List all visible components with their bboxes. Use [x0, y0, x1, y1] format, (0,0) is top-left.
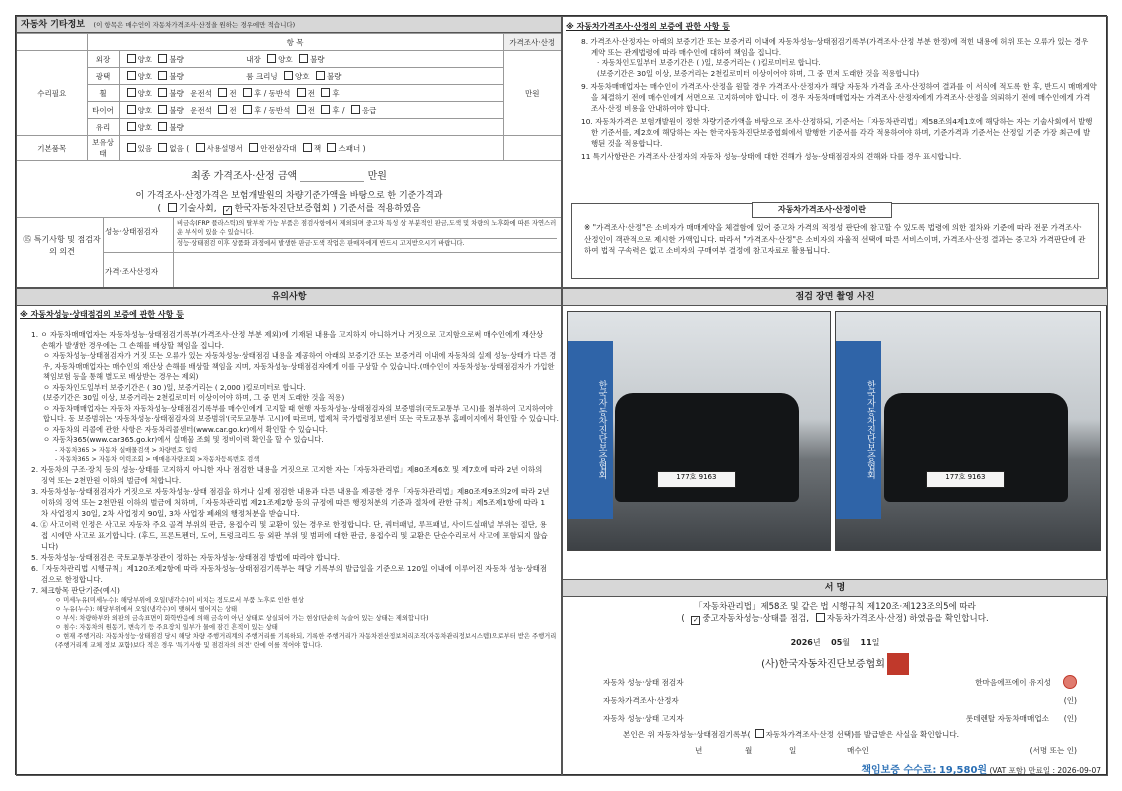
section-title: ※ 자동차가격조사·산정의 보증에 관한 사항 등: [566, 22, 730, 31]
checkbox[interactable]: [243, 88, 252, 97]
checkbox[interactable]: [321, 105, 330, 114]
checkbox[interactable]: [284, 71, 293, 80]
front-label: 전: [229, 88, 237, 98]
opinion-label: ⑮ 특기사항 및 점검자의 의견: [23, 235, 101, 256]
note-line: 3. 자동차성능·상태점검자가 거짓으로 자동차성능·상태 점검을 하거나 실제 점검한 내용과 다른 내용을 제공한 경우「자동차관리법」제80조제9조의2에 따라 2년 이하의 징역 또는 2천만원 이하의 벌금에 처하며,「자동차관리법 제21조제2항 등의 규정에 따른 행정처분의 기준과 절차에 관한 규칙」제5조제1항에 따라 1차 사업정지 30일, 2차 사업정지 90일, 3차 사업장 폐쇄의 행정처분을 받습니다.: [31, 486, 550, 518]
checkbox[interactable]: [218, 88, 227, 97]
used-car-checkbox[interactable]: [691, 616, 700, 625]
photo-signature-section: [562, 288, 1108, 776]
guarantee-period: · 자동차인도일부터 보증기간은 ( )일, 보증거리는 ( )킬로미터로 합니다.: [597, 58, 821, 67]
section-title: 자동차 기타정보: [21, 20, 85, 30]
checkbox[interactable]: [218, 105, 227, 114]
confirm-b: 자동차가격조사·산정) 하였음을 확인합니다.: [826, 614, 989, 624]
seal-mark: (인): [1063, 714, 1077, 723]
confirm-line: ( ✓중고자동차성능·상태를 점검, 자동차가격조사·산정) 하였음을 확인합니다.: [563, 613, 1107, 625]
room-clean-label: 룸 크리닝: [246, 71, 278, 81]
note-line: ㅇ 침수: 자동차의 원동기, 변속기 등 주요장치 일부가 물에 잠긴 흔적이 있는 상태: [55, 623, 278, 631]
notifier-name: 롯데렌탈 자동차매매업소: [965, 714, 1049, 723]
col-price-header: 가격조사·산정: [503, 34, 561, 51]
final-amount-input[interactable]: [300, 170, 364, 182]
triangle-label: 안전삼각대: [260, 143, 297, 153]
driver-side-label: 운전석: [190, 88, 213, 98]
paren-open: (: [157, 204, 162, 214]
note-line: ㅇ 자동차365(www.car365.go.kr)에서 실매물 조회 및 정비이력 확인을 할 수 있습니다.: [43, 435, 324, 444]
note-line: - 자동차365 > 자동차 실매물검색 > 차량번호 입력: [55, 446, 198, 454]
bad-label: 불량: [169, 122, 184, 132]
guarantee-item-11: 11 특기사항란은 가격조사·산정자의 자동차 성능·상태에 대한 견해가 성능·상태점검자의 견해와 다를 경우 표시합니다.: [581, 152, 962, 161]
buyer-year: 년: [695, 746, 703, 755]
inspector-name: 한마음에프에이 유지성: [975, 678, 1051, 687]
inspector-seal-icon: [1063, 675, 1077, 689]
sign-row-price: [603, 695, 1077, 709]
month-value: 05: [831, 638, 843, 647]
price-inspector-label: 자동차가격조사·산정자: [603, 696, 679, 705]
wheel-options: 양호 불량 운전석 전 후 / 동반석 전 후: [119, 85, 503, 102]
tech-society-checkbox[interactable]: [168, 203, 177, 212]
basis-suffix: ) 기준서를 적용하였음: [332, 204, 421, 214]
bad-label: 불량: [310, 54, 325, 64]
notes-list: [17, 329, 561, 650]
final-amount-unit: 만원: [367, 171, 387, 182]
checkbox[interactable]: [158, 143, 167, 152]
photo-title: 점검 장면 촬영 사진: [563, 289, 1107, 306]
fee-value: 19,580원: [938, 765, 988, 776]
checkbox[interactable]: [158, 122, 167, 131]
checkbox[interactable]: [158, 88, 167, 97]
org-seal-icon: [887, 653, 909, 675]
inspection-photo-rear: [835, 311, 1101, 551]
possession-options: 있음 없음 ( 사용설명서 안전삼각대 잭 스패너 ): [119, 136, 503, 161]
license-plate: 177호 9163: [926, 471, 1005, 488]
definition-box: [571, 203, 1099, 279]
perf-note-1: 비금속(FRP 플라스틱)의 탈부착 가능 부품은 점검사항에서 제외되며 중고차 특성 상 부분적인 판금,도색 및 차량의 노후화에 따른 자연스러운 부식이 있을 수 있습니다.: [177, 220, 557, 236]
none-label: 없음: [169, 143, 184, 153]
price-check-checkbox[interactable]: [816, 613, 825, 622]
buyer-label: 매수인: [847, 746, 870, 755]
seal-mark: (인): [1063, 696, 1077, 705]
good-label: 양호: [295, 71, 310, 81]
year-unit: 년: [812, 638, 821, 647]
fee-row: [861, 761, 1101, 776]
rear-label: 후: [254, 105, 262, 115]
buyer-sign: (서명 또는 인): [1029, 746, 1077, 755]
checkbox[interactable]: [158, 105, 167, 114]
guarantee-item-8: 8. 가격조사·산정자는 아래의 보증기간 또는 보증거리 이내에 자동차성능·상태점검기록부(가격조사·산정 부분 한정)에 적힌 내용에 허위 또는 오류가 있는 경우 계약 또는 관계법령에 따라 매수인에 대하여 책임을 집니다.: [581, 37, 1089, 57]
checkbox[interactable]: [243, 105, 252, 114]
note-line: 1. ㅇ 자동차매매업자는 자동차성능·상태점검기록부(가격조사·산정 부분 제외)에 기재된 내용을 고지하지 아니하거나 거짓으로 고지함으로써 매수인에게 재산상 손해가 발생한 경우에는 그 손해를 배상할 책임을 집니다.: [31, 330, 544, 350]
basis-text: [17, 190, 561, 216]
notifier-label: 자동차 성능·상태 고지자: [603, 714, 684, 723]
tire-options: 양호 불량 운전석 전 후 / 동반석 전 후 / 응급: [119, 102, 503, 119]
exterior-options: [119, 51, 503, 68]
spanner-label: 스패너: [338, 143, 361, 153]
fee-label: 책임보증 수수료:: [861, 765, 937, 776]
tech-society-label: 기술사회,: [178, 204, 217, 214]
basis-line-1: 이 가격조사·산정가격은 보험개발원의 차량기준가액을 바탕으로 한 기준가격과: [135, 191, 443, 201]
note-line: 2. 자동차의 구조·장치 등의 성능·상태를 고지하지 아니한 자나 점검한 내용을 거짓으로 고지한 자는「자동차관리법」제80조제6호 및 제7호에 따라 2년 이하의 징역 또는 2천만원 이하의 벌금에 처합니다.: [31, 464, 543, 485]
inspection-record-page: [15, 15, 1107, 775]
notes-subtitle: ※ 자동차성능·상태점검의 보증에 관한 사항 등: [20, 310, 184, 319]
day-value: 11: [860, 638, 872, 647]
final-amount-row: [17, 167, 561, 182]
confirm-a: 중고자동차성능·상태를 점검,: [702, 614, 810, 624]
note-line: 7. 체크항목 판단기준(예시): [31, 585, 120, 595]
checkbox[interactable]: [316, 71, 325, 80]
license-plate: 177호 9163: [657, 471, 736, 488]
law-text: [563, 601, 1107, 625]
definition-title: 자동차가격조사·산정이란: [752, 202, 892, 218]
sign-row-notifier: [603, 713, 1077, 727]
fee-vat: (VAT 포함): [989, 766, 1026, 775]
opinion-area: [17, 217, 561, 288]
repair-needed-label: 수리필요: [17, 51, 87, 136]
law-line: 「자동차관리법」제58조 및 같은 법 시행규칙 제120조·제123조의5에 따라: [694, 602, 976, 612]
note-line: ㅇ 자동차성능·상태점검자가 거짓 또는 오류가 있는 자동차성능·상태점검 내용을 제공하여 아래의 보증기간 또는 보증거리 이내에 자동차의 실제 성능·상태가 다른 경우, 자동차매매업자는 매수인의 재산상 손해를 배상할 책임을 지며, 자동차성능·상태점검자에게 이를 구상할 수 있습니다.(매수인이 자동차성능·상태점검자가 가입한 책임보험 등을 통해 별도로 배상받는 경우는 제외): [43, 351, 557, 381]
inspector-label: 자동차 성능·상태 점검자: [603, 678, 684, 687]
assoc-label: 한국자동차진단보증협회: [234, 204, 331, 214]
rear-label: 후: [332, 88, 340, 98]
perf-note-2: 성능·상태점검 이후 상품화 과정에서 발생한 판금·도색 작업은 판매자에게 반드시 고지받으시기 바랍니다.: [177, 238, 557, 249]
assoc-checkbox[interactable]: [223, 206, 232, 215]
note-line: ㅇ 누유(누수): 해당부위에서 오일(냉각수)이 맺혀서 떨어지는 상태: [55, 605, 238, 613]
sign-row-inspector: [603, 677, 1077, 691]
manwon-label: 만원: [503, 51, 561, 136]
month-unit: 월: [842, 638, 850, 647]
note-line: 5. 자동차성능·상태점검은 국토교통부장관이 정하는 자동차성능·상태점검 방법에 따라야 합니다.: [31, 552, 340, 562]
front-label: 전: [229, 105, 237, 115]
checkbox[interactable]: [127, 122, 136, 131]
note-line: ㅇ 자동차매매업자는 자동차 자동차성능·상태점검기록부를 매수인에게 고지할 때 현행 자동차성능·상태점검자의 보증범위(국토교통부 고시)를 첨부하여 고지하여야 합니다. 동 보증범위는 '자동차성능·상태점검자의 보증범위'(국토교통부 고시)에 따르며, 법제처 국가법령정보센터 또는 국토교통부 홈페이지에서 확인할 수 있습니다.: [43, 403, 559, 423]
signature-title: 서 명: [563, 579, 1107, 597]
note-line: 4. ⓖ 사고이력 인정은 사고로 자동차 주요 골격 부위의 판금, 용접수리 및 교환이 있는 경우로 한정합니다. 단, 쿼터패널, 루프패널, 사이드실패널 부위는 절단, 용접 시에만 사고로 표기합니다. (후드, 프론트펜더, 도어, 트렁크리드 등 외판 부위 및 범퍼에 대한 판금, 용접수리 및 교환은 단순수리로서 사고에 포함되지 않습니다): [31, 519, 548, 551]
note-line: - 자동차365 > 자동차 이력조회 > 매매용자량조회 >자동차등록번호 검색: [55, 455, 260, 463]
passenger-side-label: 동반석: [268, 105, 291, 115]
good-label: 양호: [137, 71, 152, 81]
possession-label: 보유상태: [87, 136, 119, 161]
note-line: 6.「자동차관리법 시행규칙」제120조제2항에 따라 자동차성능·상태점검기록부는 해당 기록부의 발급일을 기준으로 120일 이내에 이루어진 자동차 성능·상태점검으로 한정합니다.: [31, 563, 548, 584]
glass-options: [119, 119, 503, 136]
inspection-photo-front: [567, 311, 831, 551]
basis-line-2: [17, 203, 561, 216]
pillar-sign: 한국자동차진단보증협회: [568, 341, 613, 520]
guarantee-note: (보증기간은 30일 이상, 보증거리는 2천킬로미터 이상이어야 하며, 그 중 먼저 도래한 것을 적용합니다): [597, 68, 920, 78]
price-inspector-label: 가격·조사산정자: [105, 267, 159, 276]
gloss-label: 광택: [87, 68, 119, 85]
manual-label: 사용설명서: [206, 143, 243, 153]
bad-label: 불량: [169, 71, 184, 81]
buyer-day: 일: [789, 746, 797, 755]
checkbox[interactable]: [249, 143, 258, 152]
notes-title: 유의사항: [17, 289, 561, 306]
have-label: 있음: [137, 143, 152, 153]
passenger-side-label: 동반석: [268, 88, 291, 98]
checkbox[interactable]: [158, 71, 167, 80]
price-guarantee-section: [562, 16, 1108, 288]
rear-label: 후: [332, 105, 340, 115]
note-line: ㅇ 현재 주행거리: 자동차성능·상태점검 당시 해당 차량 주행거리계의 주행거리를 기록하되, 기록한 주행거리가 자동차전산정보처리조직(자동차관리정보시스템)으로부터 받은 주행거리(주행거리계 교체 정보 포함)보다 적은 경우 '특기사항 및 점검자의 의견' 란에 이를 적어야 합니다.: [55, 632, 557, 649]
bad-label: 불량: [169, 54, 184, 64]
glass-label: 유리: [87, 119, 119, 136]
checkbox[interactable]: [327, 143, 336, 152]
checkbox[interactable]: [196, 143, 205, 152]
good-label: 양호: [137, 122, 152, 132]
good-label: 양호: [137, 88, 152, 98]
note-line: ㅇ 자동차인도일부터 보증기간은 ( 30 )일, 보증거리는 ( 2,000 )킬로미터로 합니다.: [43, 382, 306, 392]
basic-items-label: 기본품목: [17, 136, 87, 161]
front-label: 전: [307, 88, 315, 98]
checkbox[interactable]: [299, 54, 308, 63]
final-amount-label: 최종 가격조사·산정 금액: [191, 171, 298, 182]
checkbox[interactable]: [127, 88, 136, 97]
receipt-line: [623, 729, 1097, 740]
checkbox[interactable]: [127, 143, 136, 152]
section-subtitle: (이 항목은 매수인이 자동차가격조사·산정을 원하는 경우에만 적습니다): [93, 21, 296, 29]
interior-label: 내장: [246, 54, 261, 64]
receipt-text-a: 본인은 위 자동차성능·상태점검기록부(: [623, 730, 751, 739]
checkbox[interactable]: [267, 54, 276, 63]
definition-text: ※ "가격조사·산정"은 소비자가 매매계약을 체결함에 있어 중고차 가격의 적정성 판단에 참고할 수 있도록 법령에 의한 절차와 기준에 따라 전문 가격조사·산정인이 객관적으로 제시한 가액입니다. 따라서 "가격조사·산정"은 소비자의 자율적 선택에 따른 서비스이며, 가격조사·산정 결과는 중고차 가격판단에 관하여 법적 구속력은 없고 소비자의 구매여부 결정에 참고자료로 활용됩니다.: [584, 223, 1086, 255]
checkbox[interactable]: [127, 105, 136, 114]
checkbox[interactable]: [127, 54, 136, 63]
bad-label: 불량: [326, 71, 342, 81]
checkbox[interactable]: [127, 71, 136, 80]
tire-label: 타이어: [87, 102, 119, 119]
notes-section: [16, 288, 562, 776]
note-line: ㅇ 미세누유(미세누수): 해당부위에 오일(냉각수)이 비치는 정도로서 부품 노후로 인한 현상: [55, 596, 304, 604]
note-line: ㅇ 자동차의 리콜에 관한 사항은 자동차리콜센터(www.car.go.kr)에서 확인할 수 있습니다.: [43, 424, 328, 434]
checkbox[interactable]: [303, 143, 312, 152]
col-item-header: 항 목: [87, 34, 503, 51]
note-line: (보증기간은 30일 이상, 보증거리는 2천킬로미터 이상이어야 하며, 그 중 먼저 도래한 것을 적용): [43, 393, 345, 402]
checkbox[interactable]: [297, 105, 306, 114]
receipt-text-b: 자동차가격조사·산정 선택)를 발급받은 사실을 확인합니다.: [765, 730, 960, 739]
guarantee-item-10: 10. 자동차가격은 보험개발원이 정한 차량기준가액을 바탕으로 조사·산정하되, 기준서는「자동차관리법」제58조의4제1호에 해당하는 자는 기술사회에서 발행한 기준서를, 제2호에 해당하는 자는 한국자동차진단보증협회에서 발행한 기준서를 각각 적용하여야 하며, 기준가격과 기준서는 산정일 기준 가장 최근에 발행된 것을 적용합니다.: [581, 117, 1093, 148]
bad-label: 불량: [169, 105, 184, 115]
rear-label: 후: [254, 88, 262, 98]
buyer-month: 월: [745, 746, 753, 755]
checkbox[interactable]: [351, 105, 360, 114]
day-unit: 일: [871, 638, 880, 647]
driver-side-label: 운전석: [190, 105, 213, 115]
gloss-options: [119, 68, 503, 85]
checkbox[interactable]: [158, 54, 167, 63]
org-name: (사)한국자동차진단보증협회: [761, 659, 885, 670]
checkbox[interactable]: [297, 88, 306, 97]
good-label: 양호: [137, 54, 152, 64]
jack-label: 잭: [313, 143, 322, 153]
good-label: 양호: [137, 105, 152, 115]
expiry-date: 만료일 : 2026-09-07: [1028, 766, 1101, 775]
note-line: ㅇ 부식: 차량하부와 외판의 금속표면이 화학반응에 의해 금속이 아닌 상태로 상실되어 가는 현상(단순히 녹슬어 있는 상태는 제외합니다): [55, 614, 429, 622]
repair-table: [17, 33, 561, 161]
pillar-sign: 한국자동차진단보증협회: [836, 341, 881, 520]
wheel-label: 휠: [87, 85, 119, 102]
bad-label: 불량: [169, 88, 184, 98]
receipt-checkbox[interactable]: [755, 729, 764, 738]
vehicle-other-info-section: [16, 16, 562, 288]
perf-inspector-label: 성능·상태점검자: [105, 227, 159, 236]
good-label: 양호: [278, 54, 293, 64]
checkbox[interactable]: [321, 88, 330, 97]
org-row: [563, 653, 1107, 675]
year-value: 2026: [790, 638, 813, 647]
issue-date: [563, 637, 1107, 648]
buyer-row: [563, 745, 1107, 757]
front-label: 전: [307, 105, 315, 115]
perf-notes: [177, 220, 557, 249]
exterior-label: 외장: [87, 51, 119, 68]
guarantee-item-9: 9. 자동차매매업자는 매수인이 가격조사·산정을 원할 경우 가격조사·산정자가 해당 자동차 가격을 조사·산정하여 결과를 이 서식에 적도록 한 후, 반드시 매매계약을 체결하기 전에 매수인에게 서면으로 고지하여야 합니다. 이 경우 자동차매매업자는 가격조사·산정자에게 가격조사·산정을 의뢰하기 전에 매수인에게 가격조사·산정 비용을 안내하여야 합니다.: [581, 82, 1097, 113]
emergency-label: 응급: [361, 105, 377, 115]
